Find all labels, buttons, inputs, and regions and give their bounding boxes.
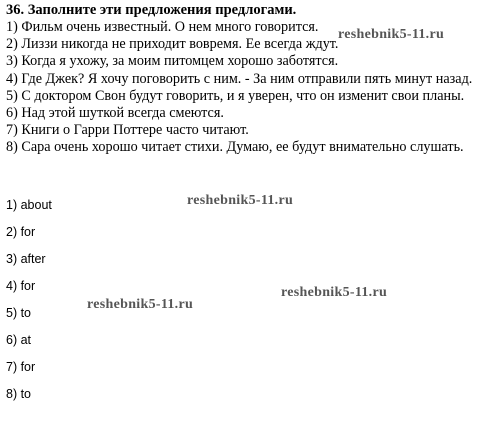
answer-item: 6) at <box>6 333 32 347</box>
answer-item: 1) about <box>6 198 52 212</box>
sentence-item: 8) Сара очень хорошо читает стихи. Думаю, ее будут внимательно слушать. <box>6 139 464 156</box>
answer-item: 8) to <box>6 387 32 401</box>
watermark: reshebnik5-11.ru <box>187 193 294 208</box>
answer-item: 5) to <box>6 306 32 320</box>
watermark: reshebnik5-11.ru <box>281 285 388 300</box>
answer-list <box>6 192 52 408</box>
sentence-item: 4) Где Джек? Я хочу поговорить с ним. - За ним отправили пять минут назад. <box>6 70 473 87</box>
watermark: reshebnik5-11.ru <box>87 297 194 312</box>
answer-item: 3) after <box>6 252 46 266</box>
exercise-title: 36. Заполните эти предложения предлогами. <box>6 2 297 18</box>
exercise-block <box>6 2 496 157</box>
answer-item: 4) for <box>6 279 36 293</box>
sentence-item: 6) Над этой шуткой всегда смеются. <box>6 105 224 122</box>
sentence-item: 2) Лиззи никогда не приходит вовремя. Ее всегда ждут. <box>6 36 339 53</box>
sentence-item: 1) Фильм очень известный. О нем много говорится. <box>6 19 319 35</box>
sentence-item: 3) Когда я ухожу, за моим питомцем хорошо заботятся. <box>6 53 339 70</box>
sentence-item: 5) С доктором Свон будут говорить, и я уверен, что он изменит свои планы. <box>6 87 465 104</box>
answer-item: 7) for <box>6 360 36 374</box>
sentence-item: 7) Книги о Гарри Поттере часто читают. <box>6 122 249 139</box>
watermark: reshebnik5-11.ru <box>338 27 445 42</box>
answer-item: 2) for <box>6 225 36 239</box>
